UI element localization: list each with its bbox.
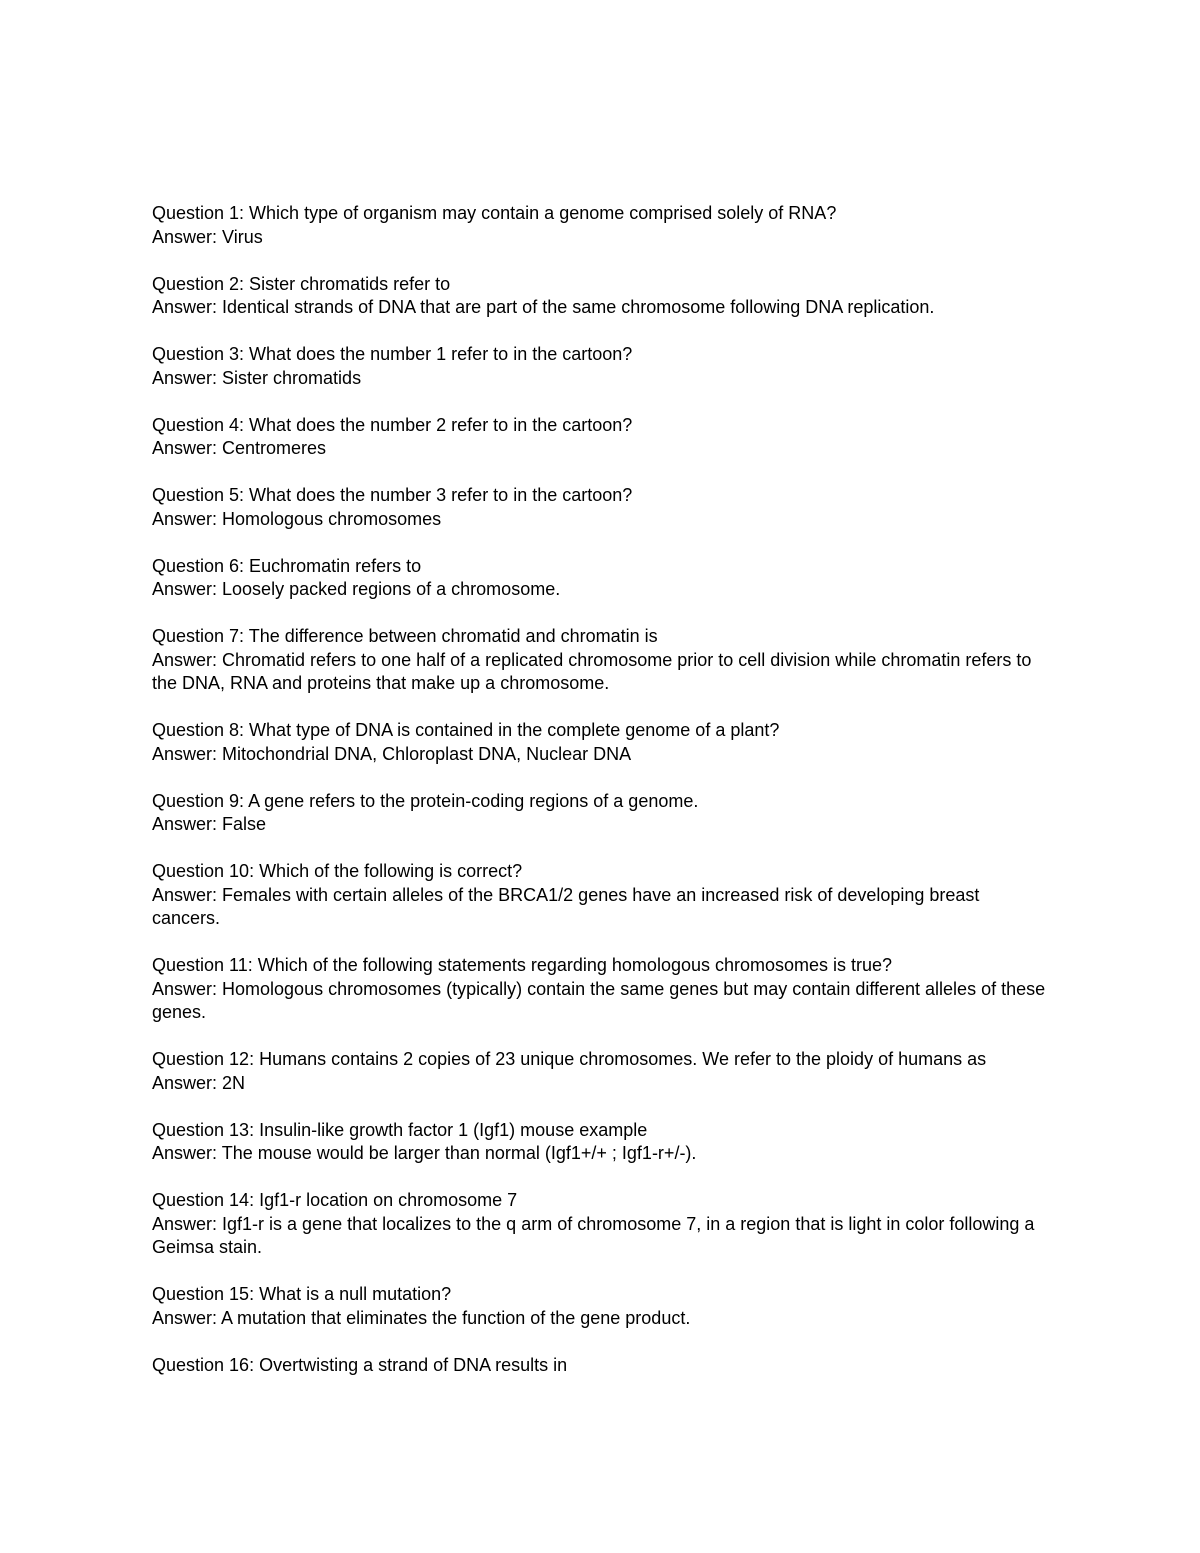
question-5: Question 5: What does the number 3 refer to in the cartoon? xyxy=(152,485,633,505)
qa-item-15 xyxy=(152,1283,1052,1330)
question-9: Question 9: A gene refers to the protein-coding regions of a genome. xyxy=(152,790,699,811)
answer-1: Answer: Virus xyxy=(152,226,263,247)
answer-10: Answer: Females with certain alleles of the BRCA1/2 genes have an increased risk of developing breast cancers. xyxy=(152,884,980,928)
question-3: Question 3: What does the number 1 refer to in the cartoon? xyxy=(152,344,633,364)
answer-9: Answer: False xyxy=(152,814,267,834)
qa-item-3 xyxy=(152,343,1052,390)
answer-2: Answer: Identical strands of DNA that are part of the same chromosome following DNA replication. xyxy=(152,297,935,317)
qa-item-14 xyxy=(152,1189,1052,1260)
answer-4: Answer: Centromeres xyxy=(152,438,327,458)
question-11: Question 11: Which of the following statements regarding homologous chromosomes is true? xyxy=(152,955,893,975)
question-8: Question 8: What type of DNA is contained in the complete genome of a plant? xyxy=(152,720,780,740)
qa-item-16 xyxy=(152,1354,1052,1378)
qa-item-5 xyxy=(152,484,1052,531)
answer-11: Answer: Homologous chromosomes (typically) contain the same genes but may contain different alleles of these genes. xyxy=(152,978,1046,1022)
question-1: Question 1: Which type of organism may contain a genome comprised solely of RNA? xyxy=(152,203,837,223)
qa-list xyxy=(152,202,1052,1401)
answer-5: Answer: Homologous chromosomes xyxy=(152,508,442,529)
question-7: Question 7: The difference between chromatid and chromatin is xyxy=(152,626,658,646)
answer-8: Answer: Mitochondrial DNA, Chloroplast DNA, Nuclear DNA xyxy=(152,743,632,764)
qa-item-6 xyxy=(152,555,1052,602)
question-16: Question 16: Overtwisting a strand of DNA results in xyxy=(152,1354,568,1375)
question-13: Question 13: Insulin-like growth factor 1 (Igf1) mouse example xyxy=(152,1119,648,1140)
answer-13: Answer: The mouse would be larger than normal (Igf1+/+ ; Igf1-r+/-). xyxy=(152,1143,697,1163)
question-15: Question 15: What is a null mutation? xyxy=(152,1284,452,1304)
answer-15: Answer: A mutation that eliminates the function of the gene product. xyxy=(152,1307,691,1328)
question-4: Question 4: What does the number 2 refer to in the cartoon? xyxy=(152,414,633,435)
answer-7: Answer: Chromatid refers to one half of a replicated chromosome prior to cell division while chromatin refers to the DNA, RNA and proteins that make up a chromosome. xyxy=(152,649,1032,693)
question-14: Question 14: Igf1-r location on chromosome 7 xyxy=(152,1190,518,1210)
question-10: Question 10: Which of the following is correct? xyxy=(152,861,523,881)
answer-6: Answer: Loosely packed regions of a chromosome. xyxy=(152,579,561,599)
qa-item-13 xyxy=(152,1119,1052,1166)
qa-item-2 xyxy=(152,273,1052,320)
answer-3: Answer: Sister chromatids xyxy=(152,367,362,388)
answer-14: Answer: Igf1-r is a gene that localizes to the q arm of chromosome 7, in a region that is light in color following a Geimsa stain. xyxy=(152,1213,1035,1257)
qa-item-12 xyxy=(152,1048,1052,1095)
qa-item-4 xyxy=(152,414,1052,461)
qa-item-9 xyxy=(152,790,1052,837)
question-12: Question 12: Humans contains 2 copies of 23 unique chromosomes. We refer to the ploidy of humans as xyxy=(152,1049,987,1069)
qa-item-1 xyxy=(152,202,1052,249)
qa-item-10 xyxy=(152,860,1052,931)
question-2: Question 2: Sister chromatids refer to xyxy=(152,273,451,294)
qa-item-8 xyxy=(152,719,1052,766)
question-6: Question 6: Euchromatin refers to xyxy=(152,555,422,576)
answer-12: Answer: 2N xyxy=(152,1072,246,1093)
qa-item-7 xyxy=(152,625,1052,696)
qa-item-11 xyxy=(152,954,1052,1025)
